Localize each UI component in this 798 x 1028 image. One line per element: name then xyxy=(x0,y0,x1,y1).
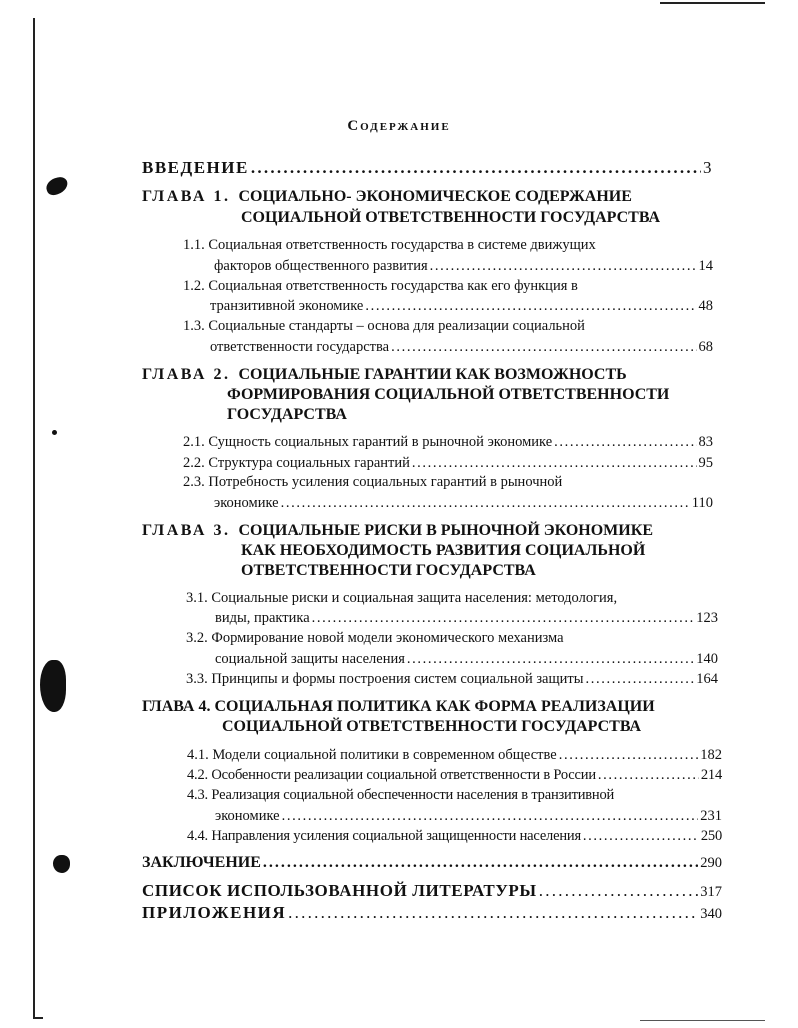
chapter-title-line: ГОСУДАРСТВА xyxy=(227,406,347,423)
section-number: 1.1. xyxy=(183,237,205,253)
chapter-title-line: СОЦИАЛЬНО- ЭКОНОМИЧЕСКОЕ СОДЕРЖАНИЕ xyxy=(238,188,632,205)
chapter-title-line: ОТВЕТСТВЕННОСТИ ГОСУДАРСТВА xyxy=(241,562,536,579)
toc-leader xyxy=(365,298,696,315)
section-title-line: Социальная ответственность государства как его функция в xyxy=(208,278,578,294)
toc-entry-1-3[interactable] xyxy=(210,339,713,356)
section-text xyxy=(187,828,581,845)
section-title-line: экономике xyxy=(215,808,280,824)
scan-edge-bottom xyxy=(33,1017,43,1019)
section-text xyxy=(183,278,578,295)
section-title-line: Структура социальных гарантий xyxy=(208,455,410,471)
section-number: 2.2. xyxy=(183,455,205,471)
section-number: 4.3. xyxy=(187,787,208,803)
section-title-line: ответственности государства xyxy=(210,339,390,355)
chapter-title-line: ФОРМИРОВАНИЯ СОЦИАЛЬНОЙ ОТВЕТСТВЕННОСТИ xyxy=(227,386,670,403)
scan-edge-bottom-right xyxy=(640,1020,765,1021)
section-title-line: виды, практика xyxy=(215,610,310,626)
section-title-line: социальной защиты населения xyxy=(215,651,405,667)
toc-entry-page: 164 xyxy=(696,671,718,687)
toc-leader xyxy=(598,767,699,784)
toc-leader xyxy=(583,828,699,845)
section-text xyxy=(187,747,557,764)
toc-entry-page: 317 xyxy=(700,884,722,900)
toc-entry-page: 231 xyxy=(700,808,722,824)
toc-entry-label: ЗАКЛЮЧЕНИЕ xyxy=(142,854,261,871)
toc-entry-page: 214 xyxy=(700,767,722,783)
toc-entry-page: 140 xyxy=(696,651,718,667)
toc-entry-conclusion[interactable] xyxy=(142,854,722,872)
page-title: Содержание xyxy=(347,118,451,134)
toc-entry-references[interactable] xyxy=(142,881,722,901)
section-number: 4.1. xyxy=(187,747,209,763)
toc-entry-page: 290 xyxy=(700,855,722,871)
toc-entry-2-3[interactable] xyxy=(214,495,713,512)
toc-leader xyxy=(412,455,697,472)
binding-hole-mark xyxy=(44,175,70,198)
toc-entry-page: 340 xyxy=(700,906,722,922)
section-number: 3.3. xyxy=(186,671,208,687)
binding-hole-mark xyxy=(40,660,66,712)
section-text xyxy=(183,474,562,491)
toc-entry-3-1[interactable] xyxy=(215,610,718,627)
section-title-line: Особенности реализации социальной ответственности в России xyxy=(211,767,596,783)
section-number: 1.3. xyxy=(183,318,205,334)
toc-leader xyxy=(391,339,696,356)
toc-entry-3-3[interactable] xyxy=(186,671,718,688)
chapter-heading xyxy=(142,522,653,540)
scan-edge-top xyxy=(660,2,765,4)
toc-leader xyxy=(282,808,699,825)
section-title-line: Модели социальной политики в современном обществе xyxy=(212,747,557,763)
toc-entry-4-3[interactable] xyxy=(215,808,722,825)
toc-entry-appendices[interactable] xyxy=(142,903,722,923)
toc-entry-page: 95 xyxy=(698,455,713,471)
section-text xyxy=(187,787,614,804)
toc-entry-page: 250 xyxy=(700,828,722,844)
section-title-line: Социальные риски и социальная защита населения: методология, xyxy=(211,590,618,606)
section-title-line: Принципы и формы построения систем социальной защиты xyxy=(211,671,584,687)
section-number: 3.1. xyxy=(186,590,208,606)
toc-entry-page: 83 xyxy=(698,434,713,450)
section-title-line: Социальные стандарты – основа для реализации социальной xyxy=(208,318,585,334)
section-number: 1.2. xyxy=(183,278,205,294)
binding-hole-mark xyxy=(53,855,70,873)
toc-entry-4-4[interactable] xyxy=(187,828,722,845)
section-text xyxy=(187,767,596,784)
toc-entry-page: 68 xyxy=(698,339,713,355)
section-text xyxy=(183,318,585,335)
toc-entry-page: 123 xyxy=(696,610,718,626)
toc-leader xyxy=(559,747,699,764)
section-title-line: транзитивной экономике xyxy=(210,298,364,314)
chapter-prefix: ГЛАВА 1. xyxy=(142,188,231,205)
toc-leader xyxy=(288,903,698,923)
toc-entry-page: 182 xyxy=(700,747,722,763)
chapter-heading xyxy=(142,366,627,384)
toc-entry-1-2[interactable] xyxy=(210,298,713,315)
toc-entry-1-1[interactable] xyxy=(214,258,713,275)
section-title-line: факторов общественного развития xyxy=(214,258,428,274)
section-text xyxy=(186,630,564,647)
chapter-title-line: СОЦИАЛЬНОЙ ОТВЕТСТВЕННОСТИ ГОСУДАРСТВА xyxy=(241,209,661,226)
section-number: 4.2. xyxy=(187,767,208,783)
toc-entry-label: ПРИЛОЖЕНИЯ xyxy=(142,903,287,922)
toc-entry-2-1[interactable] xyxy=(183,434,713,451)
toc-entry-label: СПИСОК ИСПОЛЬЗОВАННОЙ ЛИТЕРАТУРЫ xyxy=(142,881,537,900)
section-title-line: Направления усиления социальной защищенности населения xyxy=(211,828,581,844)
toc-entry-4-2[interactable] xyxy=(187,767,722,784)
chapter-title-line: СОЦИАЛЬНОЙ ОТВЕТСТВЕННОСТИ ГОСУДАРСТВА xyxy=(222,718,642,735)
toc-entry-label: ВВЕДЕНИЕ xyxy=(142,158,249,177)
section-title-line: экономике xyxy=(214,495,279,511)
toc-leader xyxy=(586,671,695,688)
toc-entry-intro[interactable] xyxy=(142,158,713,178)
chapter-prefix: ГЛАВА 4. xyxy=(142,698,211,715)
section-text xyxy=(183,434,552,451)
scan-edge-left xyxy=(33,18,35,1018)
toc-leader xyxy=(263,854,698,872)
section-title-line: Социальная ответственность государства в системе движущих xyxy=(208,237,596,253)
chapter-prefix: ГЛАВА 2. xyxy=(142,366,231,383)
toc-entry-page: 3 xyxy=(703,158,713,177)
chapter-heading xyxy=(142,188,632,206)
chapter-title-line: КАК НЕОБХОДИМОСТЬ РАЗВИТИЯ СОЦИАЛЬНОЙ xyxy=(241,542,646,559)
section-number: 2.1. xyxy=(183,434,205,450)
chapter-prefix: ГЛАВА 3. xyxy=(142,522,231,539)
toc-entry-3-2[interactable] xyxy=(215,651,718,668)
toc-entry-page: 48 xyxy=(698,298,713,314)
section-number: 3.2. xyxy=(186,630,208,646)
section-title-line: Формирование новой модели экономического механизма xyxy=(211,630,564,646)
toc-entry-page: 110 xyxy=(691,495,713,511)
binding-hole-mark xyxy=(52,430,57,435)
section-text xyxy=(186,590,617,607)
toc-entry-2-2[interactable] xyxy=(183,455,713,472)
section-title-line: Потребность усиления социальных гарантий в рыночной xyxy=(208,474,563,490)
section-number: 2.3. xyxy=(183,474,205,490)
toc-leader xyxy=(312,610,695,627)
section-text xyxy=(183,455,410,472)
section-text xyxy=(186,671,584,688)
toc-entry-4-1[interactable] xyxy=(187,747,722,764)
toc-leader xyxy=(281,495,690,512)
section-text xyxy=(183,237,596,254)
chapter-title-line: СОЦИАЛЬНЫЕ РИСКИ В РЫНОЧНОЙ ЭКОНОМИКЕ xyxy=(238,522,653,539)
toc-leader xyxy=(554,434,696,451)
chapter-heading xyxy=(142,698,655,716)
section-title-line: Сущность социальных гарантий в рыночной экономике xyxy=(208,434,553,450)
toc-leader xyxy=(539,881,699,901)
toc-leader xyxy=(407,651,694,668)
chapter-title-line: СОЦИАЛЬНЫЕ ГАРАНТИИ КАК ВОЗМОЖНОСТЬ xyxy=(238,366,627,383)
toc-leader xyxy=(251,158,701,178)
toc-entry-page: 14 xyxy=(698,258,713,274)
section-title-line: Реализация социальной обеспеченности населения в транзитивной xyxy=(211,787,615,803)
section-number: 4.4. xyxy=(187,828,208,844)
toc-leader xyxy=(430,258,697,275)
chapter-title-line: СОЦИАЛЬНАЯ ПОЛИТИКА КАК ФОРМА РЕАЛИЗАЦИИ xyxy=(214,698,655,715)
